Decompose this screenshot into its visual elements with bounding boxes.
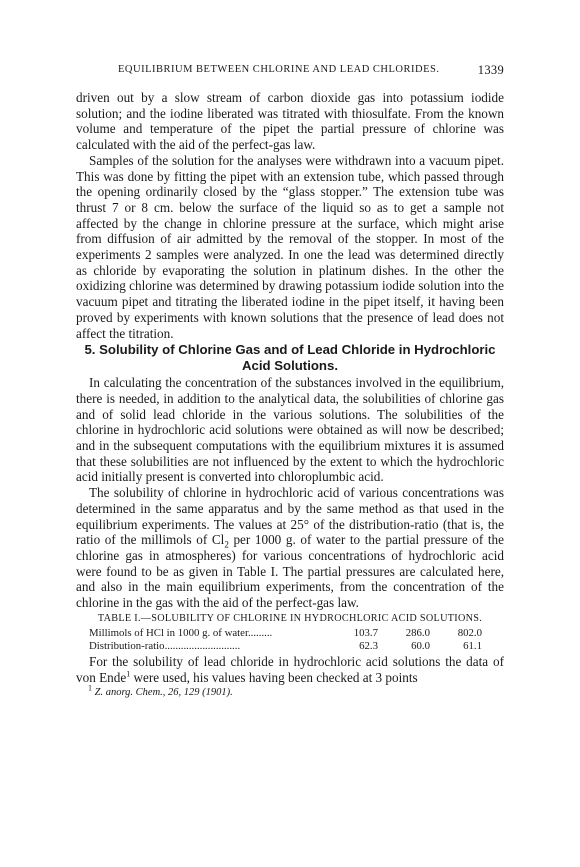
paragraph-3: In calculating the concentration of the substances involved in the equilibrium, there is needed, in addition to the analytical data, the solubilities of chlorine gas and of solid lead chloride in the various solutions. The solubilities of the chlorine in hydrochloric acid solutions were obtained as will now be described; and in the subsequent computations with the equilibrium mixtures it is assumed that these solubilities are not influenced by the extent to which the hydrochloric acid initially present is converted into chloroplumbic acid.	[76, 375, 504, 485]
table-row	[89, 627, 482, 641]
table-row	[89, 640, 482, 654]
paragraph-1: driven out by a slow stream of carbon dioxide gas into potassium iodide solution; and the iodine liberated was titrated with thiosulfate. From the known volume and temperature of the pipet the partial pressure of chlorine was calculated with the aid of the perfect-gas law.	[76, 90, 504, 153]
running-header	[76, 64, 504, 80]
page-number: 1339	[477, 63, 504, 77]
section-number: 5.	[84, 342, 96, 358]
section-heading	[76, 342, 504, 374]
row-label: Distribution-ratio............................	[89, 640, 241, 653]
section-title: Solubility of Chlorine Gas and of Lead Chloride in Hydrochloric Acid Solutions.	[99, 342, 496, 374]
paragraph-5-text-a: For the solubility of lead chloride in hydrochloric acid solutions the data of von Ende	[76, 653, 504, 685]
table-cell: 60.0	[411, 640, 430, 653]
table-cell: 103.7	[353, 626, 378, 639]
paragraph-4	[76, 485, 504, 611]
footnote-text: Z. anorg. Chem., 26, 129 (1901).	[94, 687, 233, 699]
body-text	[76, 90, 504, 699]
paragraph-5	[76, 654, 504, 685]
footnote-reference: 1	[126, 669, 131, 679]
paragraph-5-text-b: were used, his values having been checked at 3 points	[130, 669, 418, 685]
footnote-mark: 1	[88, 683, 92, 693]
running-title: EQUILIBRIUM BETWEEN CHLORINE AND LEAD CHLORIDES.	[118, 64, 440, 75]
paragraph-2: Samples of the solution for the analyses were withdrawn into a vacuum pipet. This was done by fitting the pipet with an extension tube, which passed through the opening ordinarily closed by the “glass stopper.” The extension tube was thrust 7 or 8 cm. below the surface of the liquid so as to get a sample not affected by the change in chlorine pressure at the surface, which might arise from diffusion of air admitted by the removal of the stopper. In most of the experiments 2 samples were analyzed. In one the lead was determined directly as chloride by evaporating the solution in platinum dishes. In the other the oxidizing chlorine was determined by drawing potassium iodide solution into the vacuum pipet and titrating the liberated iodine in the pipet itself, it having been proved by experiments with known solutions that the presence of lead does not affect the titration.	[76, 152, 504, 341]
row-label: Millimols of HCl in 1000 g. of water.........	[89, 626, 273, 639]
table-caption: TABLE I.—SOLUBILITY OF CHLORINE IN HYDROCHLORIC ACID SOLUTIONS.	[97, 612, 483, 624]
chlorine-subscript: 2	[224, 539, 229, 550]
table-cell: 62.3	[359, 640, 378, 653]
footnote	[76, 683, 504, 699]
table-cell: 802.0	[457, 626, 482, 639]
paragraph-4-text-a: The solubility of chlorine in hydrochloric acid of various concentrations was determined in the same apparatus and by the same method as that used in the equilibrium experiments. The values at 25° of the distribution-ratio (that is, the ratio of the millimols of Cl	[76, 485, 504, 548]
table-cell: 286.0	[405, 626, 430, 639]
paragraph-4-text-b: per 1000 g. of water to the partial pressure of the chlorine gas in atmospheres) for various concentrations of hydrochloric acid were found to be as given in Table I. The partial pressures are calculated here, and also in the main equilibrium experiments, from the concentration of the chlorine in the gas with the aid of the perfect-gas law.	[76, 532, 504, 611]
solubility-table	[89, 627, 482, 654]
table-cell: 61.1	[463, 640, 482, 653]
